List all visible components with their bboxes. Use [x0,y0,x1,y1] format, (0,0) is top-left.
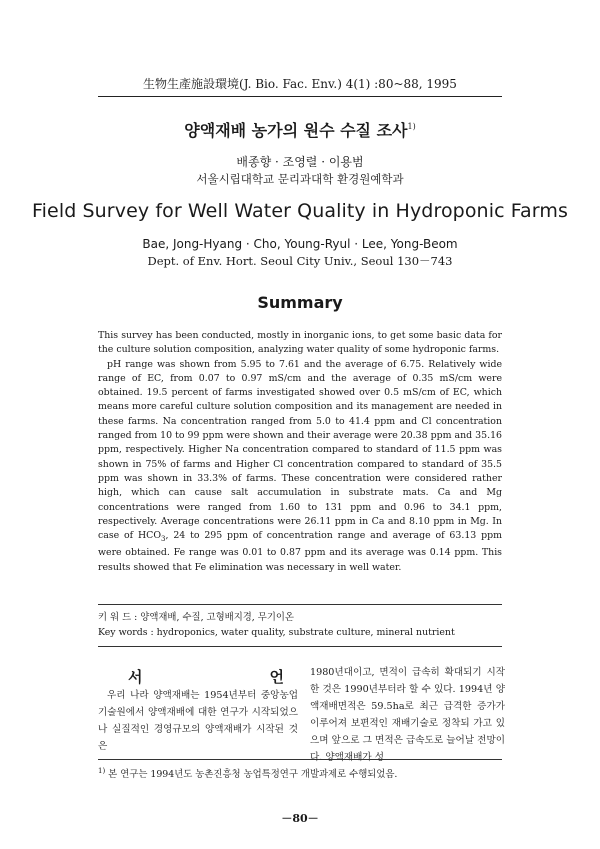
keywords-korean-label: 키 워 드 : [98,612,138,623]
keywords-korean-text: 양액재배, 수질, 고형배지경, 무기이온 [140,612,294,623]
introduction-right-column [310,664,505,766]
abstract-body [98,329,502,575]
abstract-paragraph-1: This survey has been conducted, mostly in inorganic ions, to get some basic data for the culture solution composition, analyzing water quality of some hydroponic farms. [98,330,502,356]
summary-heading: Summary [257,293,343,312]
korean-affiliation: 서울시립대학교 문리과대학 환경원예학과 [196,172,404,186]
introduction-left-column [98,687,298,755]
abstract-p2-start: pH range was shown from 5.95 to 7.61 and the average of 6.75. Relatively wide range of EC, from 0.07 to 0.97 mS/cm and the average of 0.35 mS/cm were obtained. 19.5 percent of farms investigated showed over 0.5 mS/cm of EC, which means more careful culture solution composition and its management are needed in these farms. Na concentration ranged from 5.0 to 41.4 ppm and Cl concentration ranged from 10 to 99 ppm were shown and their average were 20.38 ppm and 35.16 ppm, respectively. Higher Na concentration compared to standard of 11.5 ppm was shown in 75% of farms and Higher Cl concentration compared to standard of 35.5 ppm was shown in 33.3% of farms. These concentration were considered rather high, which can cause salt accumulation in substrate mats. Ca and Mg concentrations were ranged from 1.60 to 131 ppm and 0.96 to 34.1 ppm, respectively. Average concentrations were 26.11 ppm in Ca and 8.10 ppm in Mg. In case of HCO [98,358,502,542]
english-title: Field Survey for Well Water Quality in Hydroponic Farms [32,200,568,222]
korean-title-text: 양액재배 농가의 원수 수질 조사 [184,121,408,140]
footnote-rule [98,759,502,760]
introduction-heading [128,666,284,687]
keywords-bottom-rule [98,646,502,647]
korean-title [0,118,600,141]
journal-citation: 生物生產施設環境(J. Bio. Fac. Env.) 4(1) :80~88, 1995 [143,77,457,91]
korean-authors: 배종향 · 조영렬 · 이용범 [236,155,364,169]
subscript-3: 3 [161,535,166,544]
introduction-heading-char-1: 서 [128,668,143,686]
keywords-english [98,627,518,638]
introduction-right-text: 1980년대이고, 면적이 급속히 확대되기 시작한 것은 1990년부터라 할 수 있다. 1994년 양액재배면적은 59.5ha로 최근 급격한 증가가 이루어져 보편적인 재배기술로 정착되 가고 있으며 앞으로 그 면적은 급속도로 늘어날 전망이다. 양액재배가 성 [310,667,505,763]
header-rule [98,96,502,97]
footnote [98,766,502,780]
keywords-korean [98,609,518,623]
keywords-top-rule [98,604,502,605]
abstract-p2-end: , 24 to 295 ppm of concentration range and average of 63.13 ppm were obtained. Fe range was 0.01 to 0.87 ppm and its average was 0.14 ppm. This results showed that Fe elimination was necessary in well water. [98,530,502,573]
english-authors: Bae, Jong-Hyang · Cho, Young-Ryul · Lee, Yong-Beom [142,237,458,251]
abstract-paragraph-2 [98,358,502,575]
page-number: －80－ [281,812,319,825]
footnote-text: 본 연구는 1994년도 농촌진흥청 농업특정연구 개발과제로 수행되었음. [108,769,398,780]
introduction-left-text: 우리 나라 양액재배는 1954년부터 중앙농업기술원에서 양액재배에 대한 연구가 시작되었으나 실질적인 경영규모의 양액재배가 시작된 것은 [98,690,298,752]
english-affiliation: Dept. of Env. Hort. Seoul City Univ., Seoul 130－743 [147,254,453,268]
keywords-english-text: hydroponics, water quality, substrate culture, mineral nutrient [156,627,455,638]
introduction-heading-char-2: 언 [269,668,284,686]
title-footnote-marker: 1) [407,122,416,131]
footnote-marker: 1) [98,767,106,775]
keywords-english-label: Key words : [98,627,154,638]
